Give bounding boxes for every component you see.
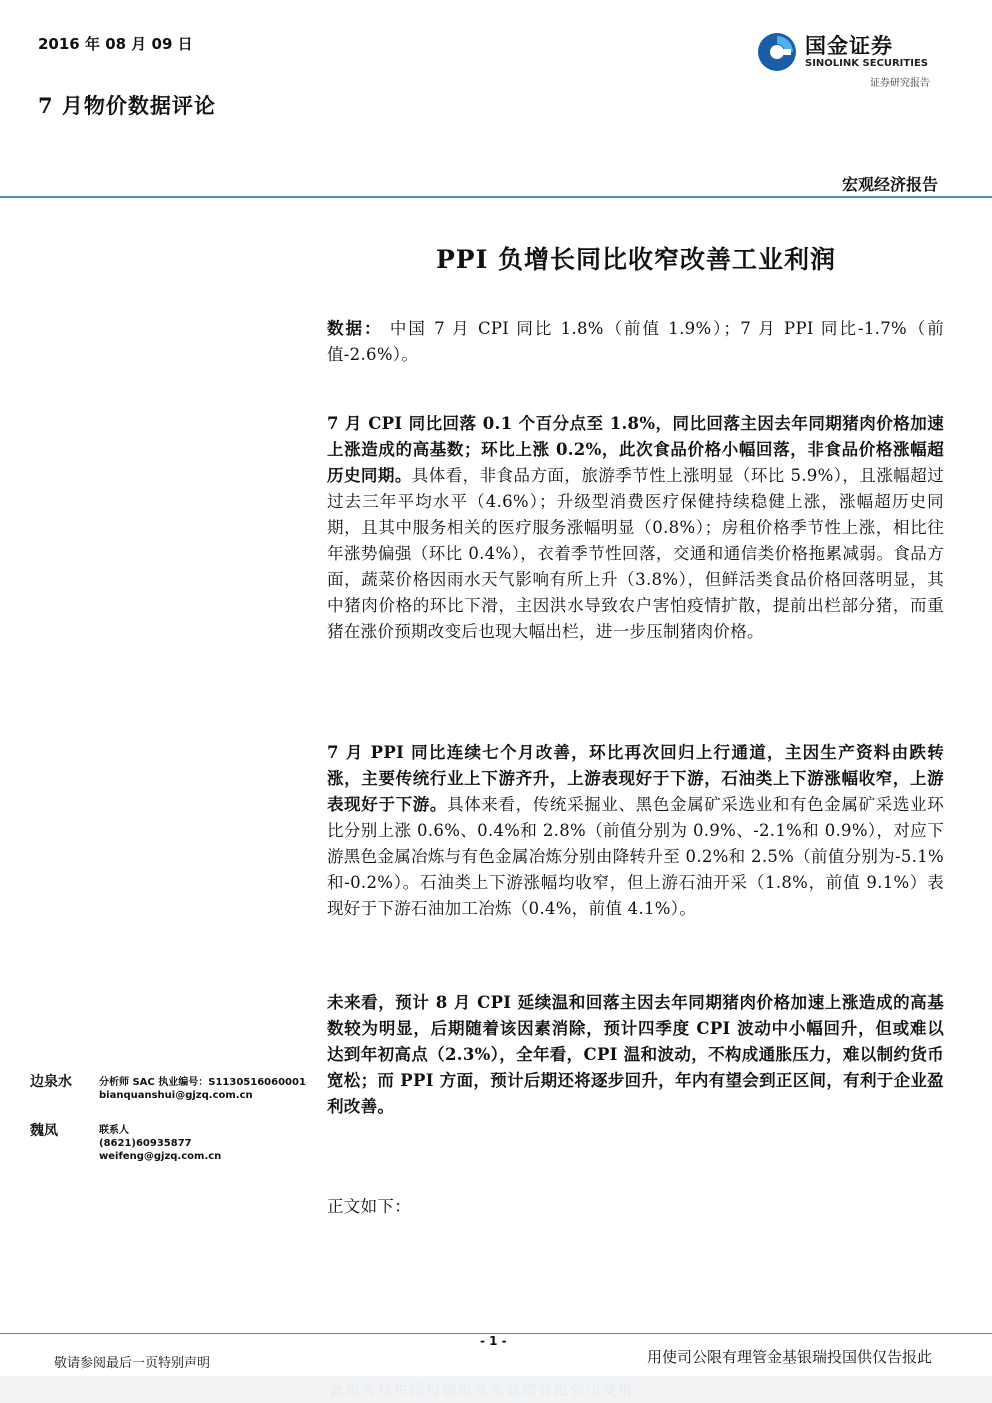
contact-role: 联系人	[99, 1125, 129, 1136]
paragraph-text: 具体看，非食品方面，旅游季节性上涨明显（环比 5.9%），且涨幅超过过去三年平均水平（4.6%）；升级型消费医疗保健持续稳健上涨，涨幅超历史同期，且其中服务相关的医疗服务涨幅明显（0.8%）；房租价格季节性上涨，相比往年涨势偏强（环比 0.4%），衣着季节性回落，交通和通信类价格拖累减弱。食品方面，蔬菜价格因雨水天气影响有所上升（3.8%），但鲜活类食品价格回落明显，其中猪肉价格的环比下滑，主因洪水导致农户害怕疫情扩散，提前出栏部分猪，而重猪在涨价预期改变后也现大幅出栏，进一步压制猪肉价格。	[327, 466, 945, 641]
footer-watermark: 此报告仅供国投瑞银基金管理有限公司使用	[330, 1383, 634, 1399]
contact-email[interactable]: weifeng@gjzq.com.cn	[99, 1151, 222, 1162]
footer-disclaimer: 敬请参阅最后一页特别声明	[54, 1356, 211, 1371]
paragraph-outlook	[327, 990, 944, 1120]
paragraph-lead: 数据：	[327, 319, 383, 338]
contact-phone: (8621)60935877	[99, 1138, 192, 1149]
analyst-email[interactable]: bianquanshui@gjzq.com.cn	[99, 1090, 253, 1101]
report-title: 7 月物价数据评论	[38, 93, 216, 118]
paragraph-text: 中国 7 月 CPI 同比 1.8%（前值 1.9%）；7 月 PPI 同比-1.7%（前值-2.6%）。	[327, 319, 944, 364]
headline: PPI 负增长同比收窄改善工业利润	[436, 245, 836, 274]
footer-notice: 用使司公限有理管金基银瑞投国供仅告报此	[646, 1348, 932, 1366]
logo-name-cn: 国金证券	[805, 34, 893, 58]
company-logo	[757, 30, 957, 90]
paragraph-ppi	[327, 740, 944, 922]
paragraph-text: 具体来看，传统采掘业、黑色金属矿采选业和有色金属矿采选业环比分别上涨 0.6%、0.4%和 2.8%（前值分别为 0.9%、-2.1%和 0.9%），对应下游黑色金属冶炼与有色金属冶炼分别由降转升至 0.2%和 2.5%（前值分别为-5.1%和-0.2%）。石油类上下游涨幅均收窄，但上游石油开采（1.8%，前值 9.1%）表现好于下游石油加工冶炼（0.4%，前值 4.1%）。	[327, 795, 944, 918]
paragraph-data	[327, 316, 944, 368]
report-category: 宏观经济报告	[841, 175, 938, 194]
contact-info	[99, 1124, 221, 1163]
page-number: - 1 -	[480, 1334, 507, 1348]
paragraph-cpi	[327, 411, 944, 645]
analyst-sac-id: 分析师 SAC 执业编号：S1130516060001	[99, 1077, 306, 1088]
paragraph-body-intro: 正文如下：	[327, 1197, 411, 1216]
logo-subtitle: 证券研究报告	[870, 78, 930, 89]
sinolink-logo-icon	[757, 32, 797, 72]
analyst-info	[99, 1076, 306, 1102]
report-date: 2016 年 08 月 09 日	[38, 35, 193, 53]
paragraph-lead: 7 月 PPI 同比连续七个月改善，环比再次回归上行通道，主因生产资料由跌转涨，主要传统行业上下游齐升，上游表现好于下游，石油类上下游涨幅收窄，上游表现好于下游。	[327, 743, 944, 814]
paragraph-lead: 7 月 CPI 同比回落 0.1 个百分点至 1.8%，同比回落主因去年同期猪肉价格加速上涨造成的高基数；环比上涨 0.2%，此次食品价格小幅回落，非食品价格涨幅超历史同期。	[327, 414, 944, 485]
analyst-name: 边泉水	[30, 1074, 72, 1090]
paragraph-lead: 未来看，预计 8 月 CPI 延续温和回落主因去年同期猪肉价格加速上涨造成的高基数较为明显，后期随着该因素消除，预计四季度 CPI 波动中小幅回升，但或难以达到年初高点（2.3%），全年看，CPI 温和波动，不构成通胀压力，难以制约货币宽松；而 PPI 方面，预计后期还将逐步回升，年内有望会到正区间，有利于企业盈利改善。	[327, 993, 944, 1116]
logo-name-en: SINOLINK SECURITIES	[805, 58, 928, 69]
contact-name: 魏凤	[30, 1123, 58, 1139]
header-divider	[0, 196, 992, 198]
